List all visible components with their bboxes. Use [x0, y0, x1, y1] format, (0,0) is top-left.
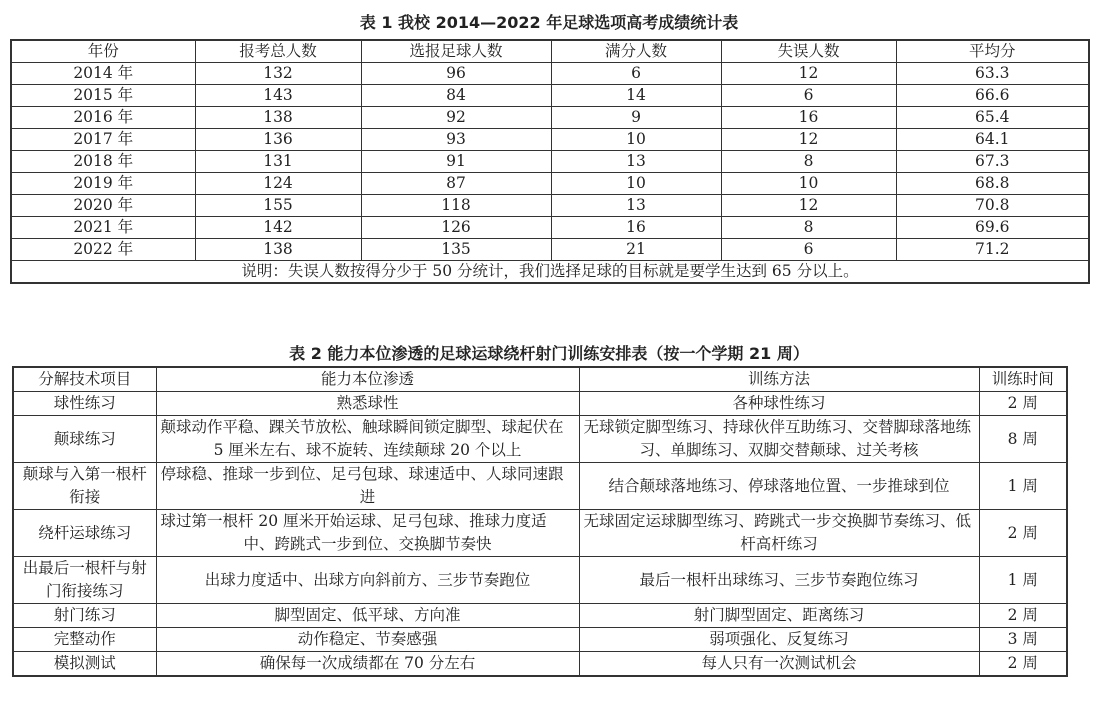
table-cell: 67.3 — [896, 151, 1089, 173]
table-cell: 8 — [721, 151, 896, 173]
table-cell: 球过第一根杆 20 厘米开始运球、足弓包球、推球力度适中、跨跳式一步到位、交换脚节奏快 — [156, 510, 579, 557]
table-cell: 2016 年 — [11, 107, 195, 129]
column-header: 平均分 — [896, 40, 1089, 63]
table-cell: 射门脚型固定、距离练习 — [579, 604, 979, 628]
table-cell: 66.6 — [896, 85, 1089, 107]
table-cell: 138 — [195, 107, 361, 129]
table-cell: 142 — [195, 217, 361, 239]
table-cell: 8 周 — [979, 416, 1067, 463]
table-row — [13, 392, 1067, 416]
table-cell: 14 — [551, 85, 721, 107]
table-note: 说明：失误人数按得分少于 50 分统计，我们选择足球的目标就是要学生达到 65 分以上。 — [11, 261, 1089, 284]
table-cell: 12 — [721, 195, 896, 217]
table-cell: 2015 年 — [11, 85, 195, 107]
table-row — [11, 217, 1089, 239]
table-cell: 2021 年 — [11, 217, 195, 239]
table-row — [13, 416, 1067, 463]
table-cell: 绕杆运球练习 — [13, 510, 156, 557]
table-cell: 无球锁定脚型练习、持球伙伴互助练习、交替脚球落地练习、单脚练习、双脚交替颠球、过关考核 — [579, 416, 979, 463]
table-row — [11, 85, 1089, 107]
table-cell: 138 — [195, 239, 361, 261]
training-schedule-table — [12, 366, 1068, 677]
column-header: 报考总人数 — [195, 40, 361, 63]
table-cell: 9 — [551, 107, 721, 129]
table-cell: 132 — [195, 63, 361, 85]
table-cell: 136 — [195, 129, 361, 151]
column-header: 分解技术项目 — [13, 367, 156, 392]
table-cell: 球性练习 — [13, 392, 156, 416]
table-cell: 63.3 — [896, 63, 1089, 85]
table-cell: 87 — [361, 173, 551, 195]
table-cell: 68.8 — [896, 173, 1089, 195]
table-cell: 155 — [195, 195, 361, 217]
table-cell: 69.6 — [896, 217, 1089, 239]
table-cell: 91 — [361, 151, 551, 173]
table-cell: 最后一根杆出球练习、三步节奏跑位练习 — [579, 557, 979, 604]
table-cell: 出最后一根杆与射门衔接练习 — [13, 557, 156, 604]
column-header: 训练时间 — [979, 367, 1067, 392]
table-row — [11, 173, 1089, 195]
table-cell: 93 — [361, 129, 551, 151]
table-cell: 21 — [551, 239, 721, 261]
table-cell: 118 — [361, 195, 551, 217]
score-statistics-table — [10, 39, 1090, 284]
table-cell: 96 — [361, 63, 551, 85]
table-cell: 2019 年 — [11, 173, 195, 195]
table-header-row — [13, 367, 1067, 392]
table-row — [13, 510, 1067, 557]
table-cell: 射门练习 — [13, 604, 156, 628]
table-cell: 熟悉球性 — [156, 392, 579, 416]
table-row — [11, 195, 1089, 217]
table-cell: 16 — [551, 217, 721, 239]
table-cell: 出球力度适中、出球方向斜前方、三步节奏跑位 — [156, 557, 579, 604]
table-row — [13, 463, 1067, 510]
column-header: 能力本位渗透 — [156, 367, 579, 392]
table-cell: 2022 年 — [11, 239, 195, 261]
table-cell: 13 — [551, 151, 721, 173]
table-cell: 1 周 — [979, 557, 1067, 604]
table-row — [11, 239, 1089, 261]
table-row — [11, 107, 1089, 129]
column-header: 年份 — [11, 40, 195, 63]
table-cell: 10 — [721, 173, 896, 195]
table-cell: 126 — [361, 217, 551, 239]
note-row — [11, 261, 1089, 284]
table-cell: 2 周 — [979, 510, 1067, 557]
table-cell: 84 — [361, 85, 551, 107]
table-cell: 64.1 — [896, 129, 1089, 151]
table-row — [13, 557, 1067, 604]
table-cell: 颠球练习 — [13, 416, 156, 463]
table-cell: 1 周 — [979, 463, 1067, 510]
table-row — [13, 652, 1067, 677]
table-cell: 完整动作 — [13, 628, 156, 652]
table-cell: 6 — [721, 239, 896, 261]
table1-title: 表 1 我校 2014—2022 年足球选项高考成绩统计表 — [359, 13, 739, 32]
table-row — [13, 628, 1067, 652]
table-cell: 2 周 — [979, 604, 1067, 628]
table-cell: 8 — [721, 217, 896, 239]
table-row — [11, 63, 1089, 85]
table-row — [11, 151, 1089, 173]
table-cell: 2 周 — [979, 652, 1067, 677]
table-cell: 6 — [721, 85, 896, 107]
table-cell: 确保每一次成绩都在 70 分左右 — [156, 652, 579, 677]
column-header: 失误人数 — [721, 40, 896, 63]
table-cell: 131 — [195, 151, 361, 173]
table-row — [11, 129, 1089, 151]
column-header: 选报足球人数 — [361, 40, 551, 63]
table-cell: 各种球性练习 — [579, 392, 979, 416]
table-cell: 弱项强化、反复练习 — [579, 628, 979, 652]
table-cell: 65.4 — [896, 107, 1089, 129]
table-cell: 12 — [721, 129, 896, 151]
table-cell: 2018 年 — [11, 151, 195, 173]
table-cell: 动作稳定、节奏感强 — [156, 628, 579, 652]
column-header: 满分人数 — [551, 40, 721, 63]
table-header-row — [11, 40, 1089, 63]
table-cell: 6 — [551, 63, 721, 85]
column-header: 训练方法 — [579, 367, 979, 392]
table-cell: 2017 年 — [11, 129, 195, 151]
table-cell: 143 — [195, 85, 361, 107]
table-cell: 停球稳、推球一步到位、足弓包球、球速适中、人球同速跟进 — [156, 463, 579, 510]
table-cell: 结合颠球落地练习、停球落地位置、一步推球到位 — [579, 463, 979, 510]
table-cell: 2020 年 — [11, 195, 195, 217]
table-cell: 颠球动作平稳、踝关节放松、触球瞬间锁定脚型、球起伏在 5 厘米左右、球不旋转、连续颠球 20 个以上 — [156, 416, 579, 463]
table-cell: 92 — [361, 107, 551, 129]
table-cell: 每人只有一次测试机会 — [579, 652, 979, 677]
table-cell: 2 周 — [979, 392, 1067, 416]
table-cell: 无球固定运球脚型练习、跨跳式一步交换脚节奏练习、低杆高杆练习 — [579, 510, 979, 557]
table2-title: 表 2 能力本位渗透的足球运球绕杆射门训练安排表（按一个学期 21 周） — [289, 344, 809, 363]
table-cell: 135 — [361, 239, 551, 261]
table-cell: 2014 年 — [11, 63, 195, 85]
table-cell: 脚型固定、低平球、方向准 — [156, 604, 579, 628]
table-cell: 71.2 — [896, 239, 1089, 261]
table-cell: 124 — [195, 173, 361, 195]
table-cell: 16 — [721, 107, 896, 129]
table-cell: 模拟测试 — [13, 652, 156, 677]
table-cell: 10 — [551, 173, 721, 195]
table-cell: 3 周 — [979, 628, 1067, 652]
table-cell: 13 — [551, 195, 721, 217]
table-cell: 颠球与入第一根杆衔接 — [13, 463, 156, 510]
table-cell: 10 — [551, 129, 721, 151]
table-cell: 12 — [721, 63, 896, 85]
table-cell: 70.8 — [896, 195, 1089, 217]
table-row — [13, 604, 1067, 628]
